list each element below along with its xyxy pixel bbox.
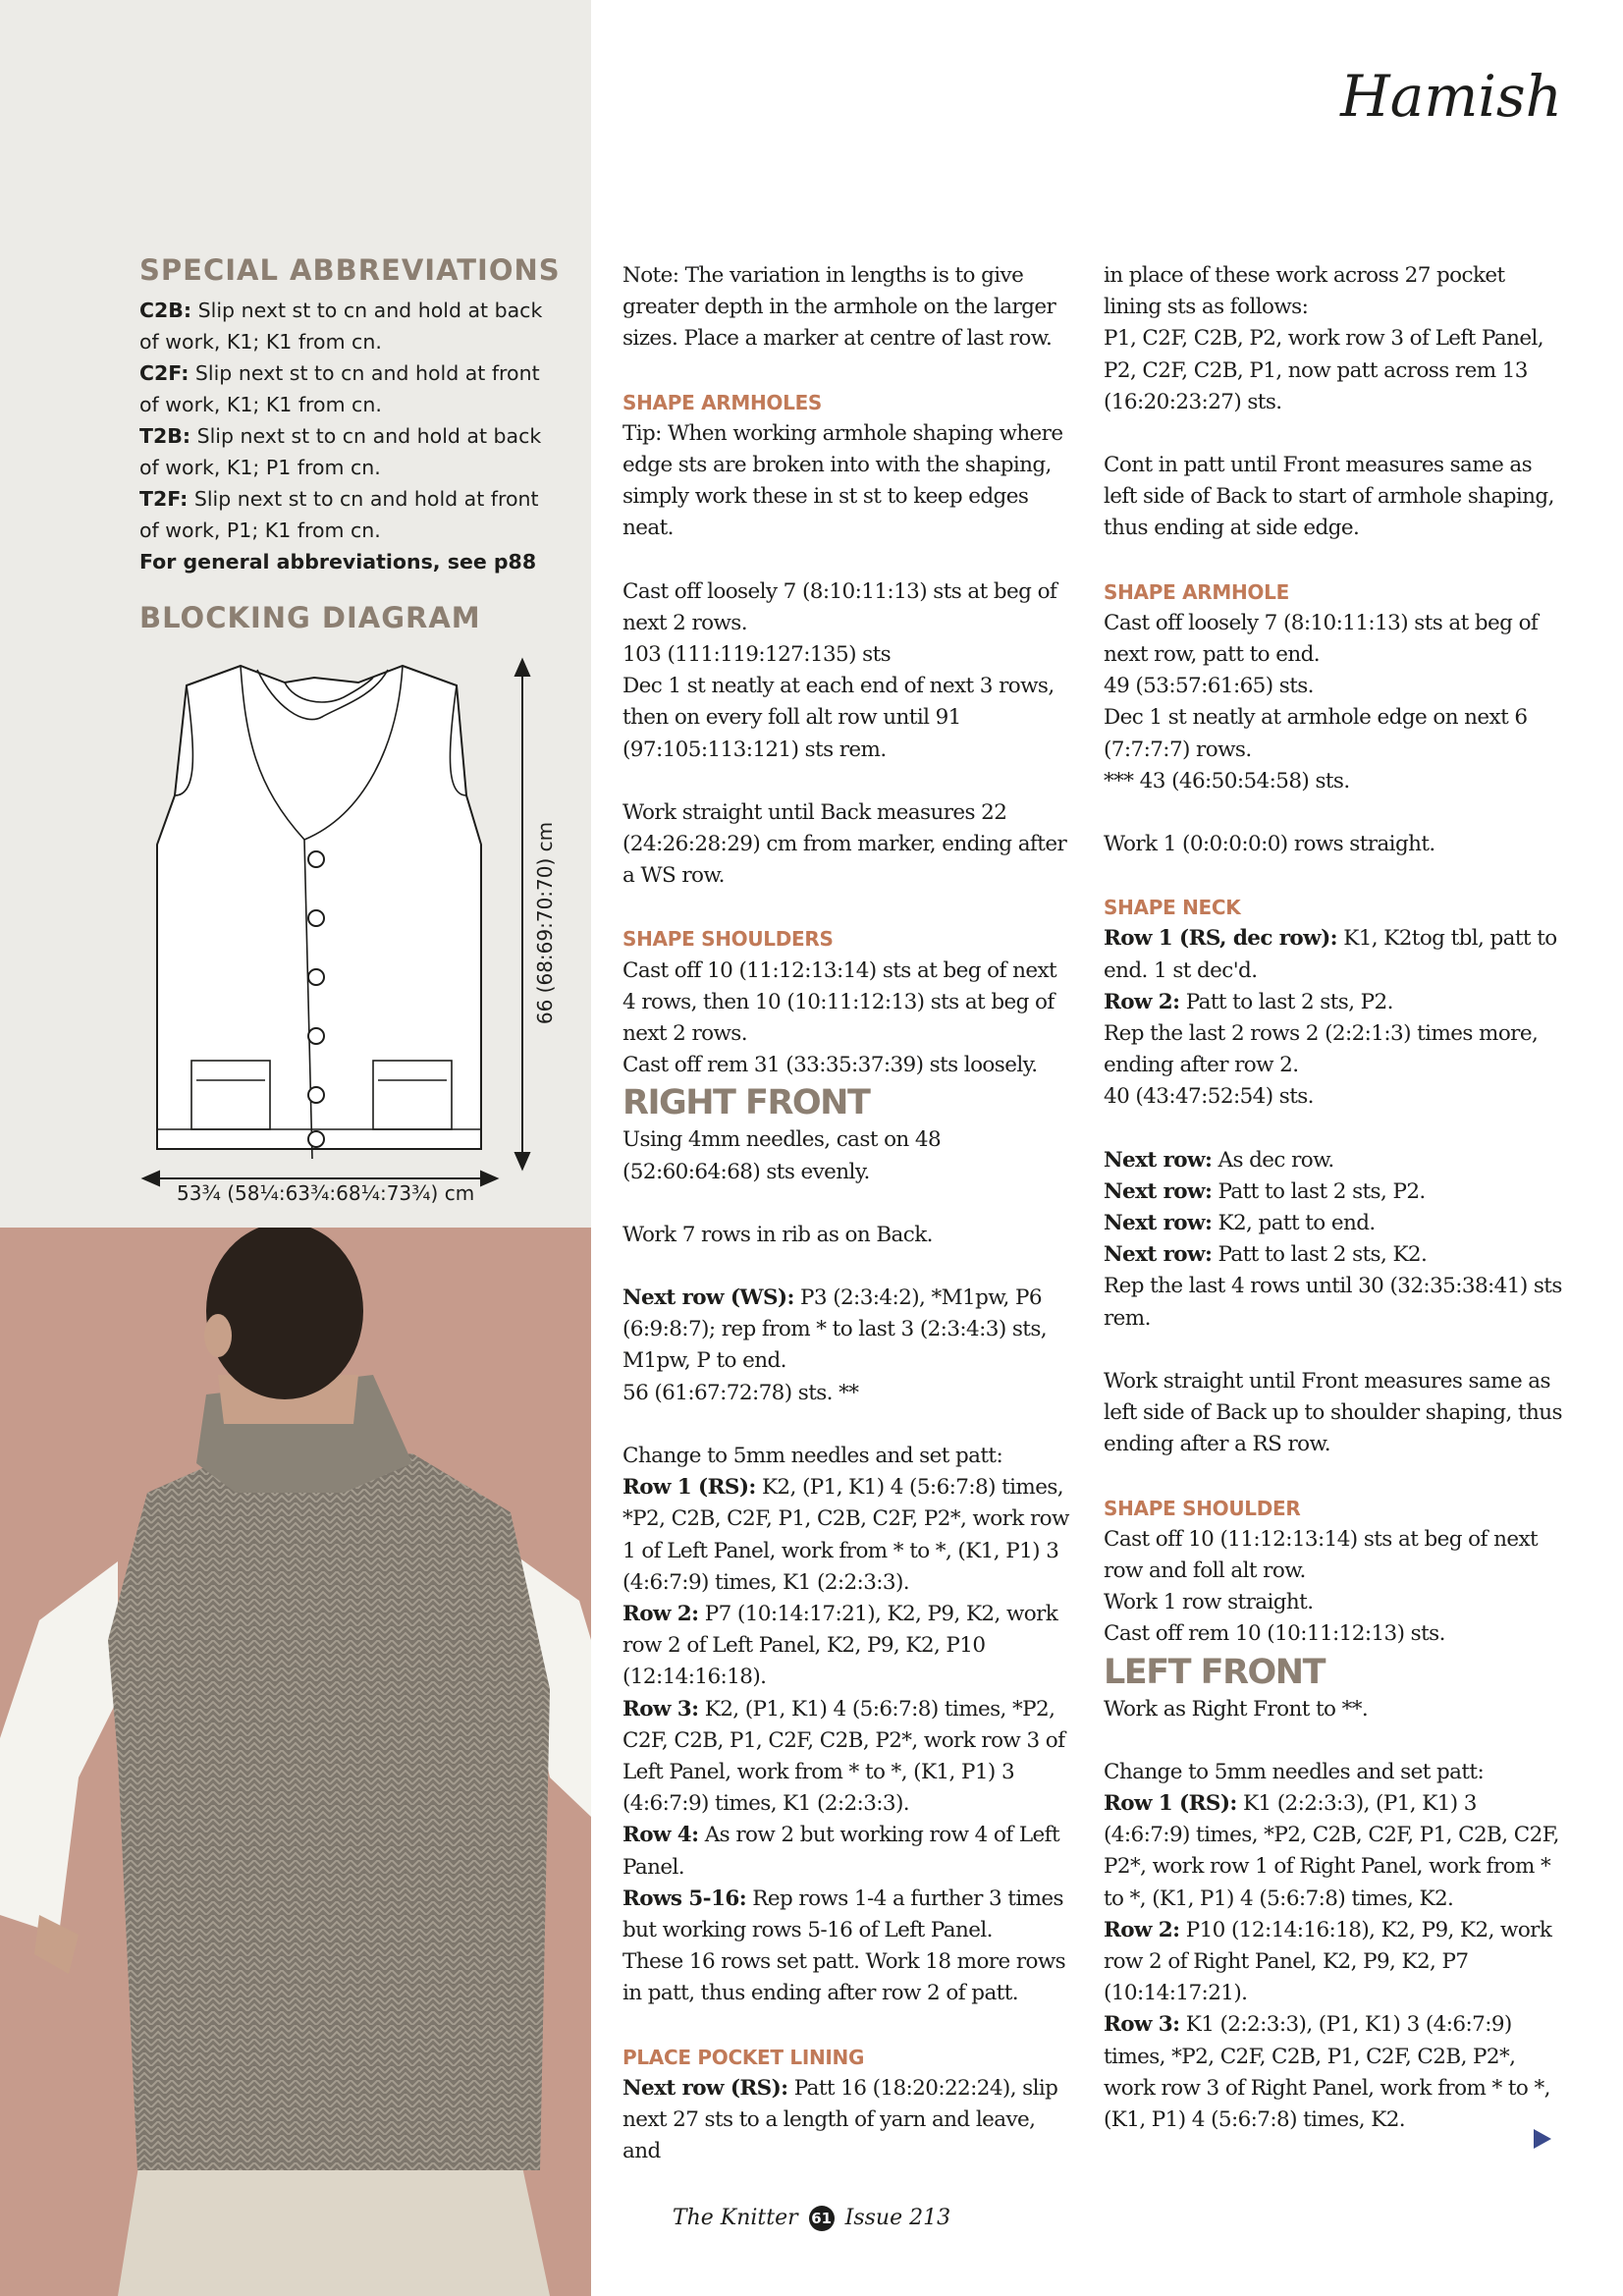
spacer [622, 892, 1074, 923]
spacer [1104, 545, 1565, 576]
issue-number: Issue 213 [844, 2206, 951, 2230]
general-abbreviations-note: For general abbreviations, see p88 [139, 550, 537, 574]
subheading: SHAPE ARMHOLE [1104, 579, 1289, 604]
paragraph: Dec 1 st neatly at armhole edge on next 6 (7:7:7:7) rows. [1104, 705, 1528, 762]
paragraph: 103 (111:119:127:135) sts [622, 642, 892, 668]
row-text: Patt to last 2 sts, K2. [1212, 1242, 1428, 1268]
row-text: As dec row. [1212, 1147, 1334, 1173]
instruction-row [622, 2073, 1074, 2168]
special-abbreviations-heading: SPECIAL ABBREVIATIONS [139, 253, 561, 287]
instruction-row [622, 1820, 1074, 1883]
section-heading: RIGHT FRONT [622, 1083, 870, 1123]
row-label: Next row: [1104, 1147, 1213, 1173]
paragraph: Tip: When working armhole shaping where edge sts are broken into with the shaping, simply work these in st st to keep edges neat. [622, 420, 1063, 541]
diagram-height-label: 66 (68:69:70:70) cm [533, 821, 557, 1025]
spacer [1104, 1461, 1565, 1493]
diagram-width-label: 53¾ (58¼:63¾:68¼:73¾) cm [177, 1181, 475, 1205]
instruction-row [1104, 1239, 1565, 1271]
row-label: Rows 5-16: [622, 1886, 747, 1911]
continue-arrow-icon [1534, 2129, 1551, 2149]
row-text: Patt to last 2 sts, P2. [1179, 989, 1393, 1014]
row-label: Row 2: [1104, 989, 1180, 1014]
paragraph: 56 (61:67:72:78) sts. ** [622, 1380, 859, 1405]
spacer [622, 545, 1074, 576]
section-heading: LEFT FRONT [1104, 1652, 1325, 1692]
subheading: SHAPE NECK [1104, 896, 1241, 920]
paragraph: Work 1 row straight. [1104, 1590, 1314, 1615]
paragraph: Cast off rem 31 (33:35:37:39) sts loosely. [622, 1053, 1038, 1078]
magazine-name: The Knitter [672, 2206, 798, 2230]
abbreviation-item: C2B: Slip next st to cn and hold at back of work, K1; K1 from cn. [139, 299, 543, 354]
paragraph: Rep the last 2 rows 2 (2:2:1:3) times more, ending after row 2. [1104, 1021, 1539, 1078]
row-text: Rep rows 1-4 a further 3 times but working rows 5-16 of Left Panel. [622, 1886, 1063, 1942]
subheading: SHAPE ARMHOLES [622, 390, 823, 414]
row-label: Row 3: [622, 1696, 699, 1722]
paragraph: in place of these work across 27 pocket lining sts as follows: [1104, 263, 1505, 320]
row-text: Patt 16 (18:20:22:24), slip next 27 sts to a length of yarn and leave, and [622, 2075, 1058, 2164]
row-text: As row 2 but working row 4 of Left Panel. [622, 1823, 1060, 1880]
paragraph: Rep the last 4 rows until 30 (32:35:38:41) sts rem. [1104, 1274, 1562, 1331]
spacer [622, 1409, 1074, 1441]
spacer [622, 766, 1074, 797]
row-text: K2, (P1, K1) 4 (5:6:7:8) times, *P2, C2B, C2F, P1, C2B, C2F, P2*, work row 1 of Left Panel, work from * to *, (K1, P1) 3 (4:6:7:9) times, K1 (2:2:3:3). [622, 1475, 1069, 1595]
vest-schematic [137, 648, 550, 1198]
paragraph: Cast off loosely 7 (8:10:11:13) sts at beg of next row, patt to end. [1104, 610, 1539, 668]
paragraph: Note: The variation in lengths is to give greater depth in the armhole on the larger sizes. Place a marker at centre of last row. [622, 263, 1056, 352]
paragraph: 49 (53:57:61:65) sts. [1104, 674, 1314, 699]
row-label: Next row: [1104, 1178, 1213, 1204]
row-text: K2, (P1, K1) 4 (5:6:7:8) times, *P2, C2F, C2B, P1, C2F, C2B, P2*, work row 3 of Left Panel, work from * to *, (K1, P1) 3 (4:6:7:9) times, K1 (2:2:3:3). [622, 1696, 1065, 1817]
row-text: P7 (10:14:17:21), K2, P9, K2, work row 2 of Left Panel, K2, P9, K2, P10 (12:14:16:18). [622, 1601, 1058, 1690]
instruction-row [1104, 1176, 1565, 1208]
paragraph: Cast off loosely 7 (8:10:11:13) sts at beg of next 2 rows. [622, 578, 1057, 635]
spacer [1104, 1335, 1565, 1366]
instruction-row [1104, 1208, 1565, 1239]
row-label: Row 4: [622, 1823, 699, 1848]
abbreviation-item: T2F: Slip next st to cn and hold at front of work, P1; K1 from cn. [139, 487, 539, 542]
spacer [622, 1251, 1074, 1283]
pattern-column-right [1104, 260, 1565, 2136]
row-text: K1, K2tog tbl, patt to end. 1 st dec'd. [1104, 926, 1557, 983]
paragraph: Dec 1 st neatly at each end of next 3 rows, then on every foll alt row until 91 (97:105:113:121) sts rem. [622, 674, 1055, 762]
row-label: Next row (RS): [622, 2075, 788, 2101]
paragraph: 40 (43:47:52:54) sts. [1104, 1084, 1314, 1110]
subheading: SHAPE SHOULDER [1104, 1496, 1301, 1520]
row-label: Row 1 (RS): [1104, 1790, 1237, 1816]
instruction-row [622, 1283, 1074, 1378]
paragraph: *** 43 (46:50:54:58) sts. [1104, 768, 1350, 793]
abbreviation-item: C2F: Slip next st to cn and hold at front of work, K1; K1 from cn. [139, 361, 540, 416]
row-text: Patt to last 2 sts, P2. [1212, 1178, 1426, 1204]
paragraph: Using 4mm needles, cast on 48 (52:60:64:68) sts evenly. [622, 1127, 942, 1184]
instruction-row [622, 1884, 1074, 1946]
spacer [622, 2010, 1074, 2042]
instruction-row [1104, 1145, 1565, 1176]
pattern-column-middle [622, 260, 1074, 2167]
row-label: Row 1 (RS, dec row): [1104, 926, 1337, 952]
row-label: Row 3: [1104, 2012, 1180, 2038]
paragraph: P1, C2F, C2B, P2, work row 3 of Left Panel, P2, C2F, C2B, P1, now patt across rem 13 (16:20:23:27) sts. [1104, 326, 1544, 414]
paragraph: Cast off 10 (11:12:13:14) sts at beg of next 4 rows, then 10 (10:11:12:13) sts at beg of next 2 rows. [622, 957, 1057, 1047]
spacer [1104, 1114, 1565, 1145]
model-photo [0, 1228, 591, 2296]
paragraph: Work straight until Back measures 22 (24:26:28:29) cm from marker, ending after a WS row. [622, 799, 1067, 889]
subheading: SHAPE SHOULDERS [622, 927, 834, 952]
paragraph: Change to 5mm needles and set patt: [1104, 1759, 1485, 1784]
paragraph: These 16 rows set patt. Work 18 more rows in patt, thus ending after row 2 of patt. [622, 1949, 1066, 2006]
spacer [1104, 1725, 1565, 1757]
spacer [1104, 418, 1565, 450]
row-text: P3 (2:3:4:2), *M1pw, P6 (6:9:8:7); rep from * to last 3 (2:3:4:3) sts, M1pw, P to end. [622, 1285, 1048, 1374]
paragraph: Work straight until Front measures same as left side of Back up to shoulder shaping, thus ending after a RS row. [1104, 1368, 1562, 1457]
row-text: P10 (12:14:16:18), K2, P9, K2, work row 2 of Right Panel, K2, P9, K2, P7 (10:14:17:21). [1104, 1917, 1552, 2006]
blocking-diagram-heading: BLOCKING DIAGRAM [139, 601, 481, 634]
spacer [1104, 797, 1565, 829]
row-label: Next row (WS): [622, 1285, 794, 1311]
row-text: K1 (2:2:3:3), (P1, K1) 3 (4:6:7:9) times, *P2, C2F, C2B, P1, C2F, C2B, P2*, work row 3 of Right Panel, work from * to *, (K1, P1) 4 (5:6:7:8) times, K2. [1104, 2012, 1550, 2132]
abbreviations-list [139, 295, 552, 577]
paragraph: Work as Right Front to **. [1104, 1696, 1369, 1722]
page-title: Hamish [1340, 63, 1562, 130]
spacer [1104, 860, 1565, 892]
row-label: Row 2: [622, 1601, 699, 1626]
row-text: K1 (2:2:3:3), (P1, K1) 3 (4:6:7:9) times, *P2, C2B, C2F, P1, C2B, C2F, P2*, work row 1 of Right Panel, work from * to *, (K1, P1) 4 (5:6:7:8) times, K2. [1104, 1790, 1559, 1911]
page-number: 61 [809, 2206, 835, 2231]
row-label: Next row: [1104, 1211, 1213, 1236]
instruction-row [622, 1599, 1074, 1694]
paragraph: Cont in patt until Front measures same as left side of Back to start of armhole shaping, thus ending at side edge. [1104, 453, 1554, 541]
row-label: Next row: [1104, 1242, 1213, 1268]
paragraph: Work 1 (0:0:0:0:0) rows straight. [1104, 832, 1435, 857]
subheading: PLACE POCKET LINING [622, 2045, 865, 2069]
instruction-row [622, 1472, 1074, 1599]
instruction-row [1104, 2009, 1565, 2136]
spacer [622, 1188, 1074, 1220]
instruction-row [622, 1694, 1074, 1821]
paragraph: Change to 5mm needles and set patt: [622, 1443, 1003, 1468]
row-text: K2, patt to end. [1212, 1211, 1376, 1236]
instruction-row [1104, 987, 1565, 1018]
instruction-row [1104, 1915, 1565, 2010]
paragraph: Cast off rem 10 (10:11:12:13) sts. [1104, 1621, 1445, 1647]
page-footer [0, 2206, 1623, 2231]
paragraph: Cast off 10 (11:12:13:14) sts at beg of next row and foll alt row. [1104, 1526, 1539, 1583]
paragraph: Work 7 rows in rib as on Back. [622, 1222, 933, 1247]
abbreviation-item: T2B: Slip next st to cn and hold at back of work, K1; P1 from cn. [139, 424, 542, 479]
instruction-row [1104, 1788, 1565, 1915]
spacer [622, 355, 1074, 387]
row-label: Row 2: [1104, 1917, 1180, 1942]
row-label: Row 1 (RS): [622, 1475, 756, 1501]
instruction-row [1104, 923, 1565, 986]
